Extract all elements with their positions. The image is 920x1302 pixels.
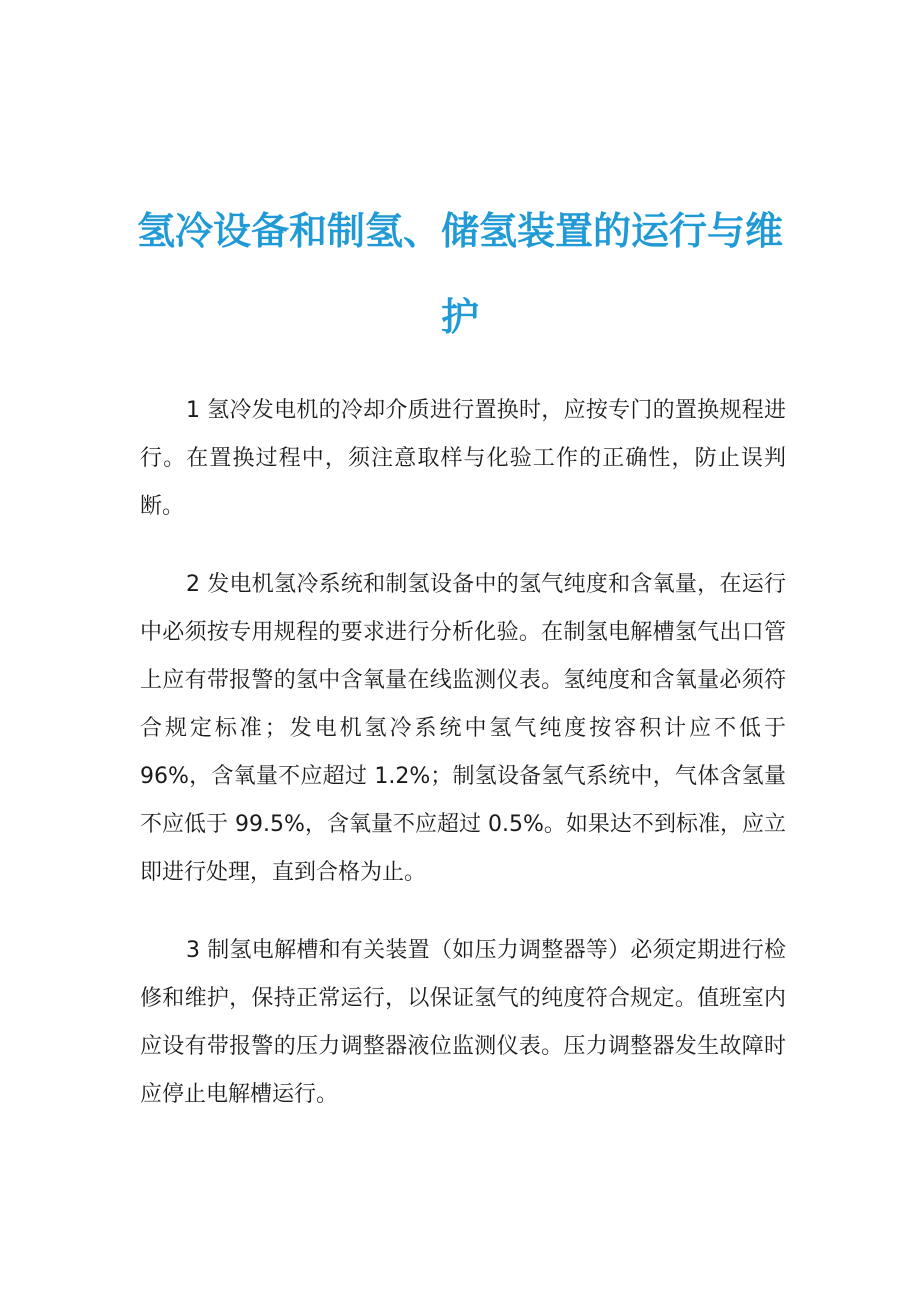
document-title: 氢冷设备和制氢、储氢装置的运行与维护: [136, 209, 783, 339]
paragraph-2: 2 发电机氢冷系统和制氢设备中的氢气纯度和含氧量，在运行中必须按专用规程的要求进行分析化验。在制氢电解槽氢气出口管上应有带报警的氢中含氧量在线监测仪表。氢纯度和含氧量必须符合规定标准；发电机氢冷系统中氢气纯度按容积计应不低于 96%，含氧量不应超过 1.2%；制氢设备氢气系统中，气体含氢量不应低于 99.5%，含氧量不应超过 0.5%。如果达不到标准，应立即进行处理，直到合格为止。: [140, 572, 786, 885]
paragraph-3: 3 制氢电解槽和有关装置（如压力调整器等）必须定期进行检修和维护，保持正常运行，以保证氢气的纯度符合规定。值班室内应设有带报警的压力调整器液位监测仪表。压力调整器发生故障时应停止电解槽运行。: [140, 938, 786, 1107]
paragraph-1: 1 氢冷发电机的冷却介质进行置换时，应按专门的置换规程进行。在置换过程中，须注意取样与化验工作的正确性，防止误判断。: [140, 398, 786, 519]
document-body: [140, 387, 786, 1149]
